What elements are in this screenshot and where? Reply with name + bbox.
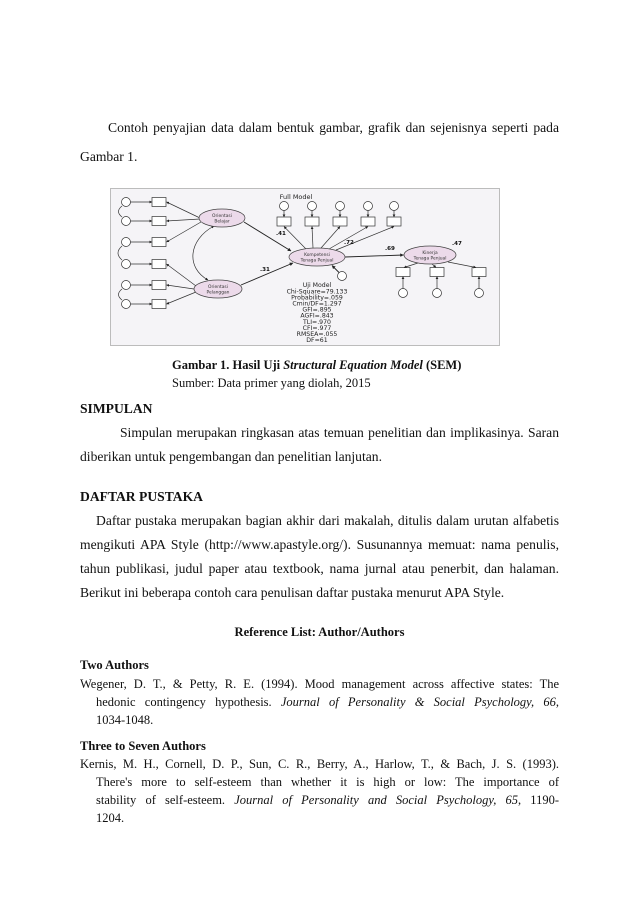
reference-subheading: Two Authors [80,658,149,672]
journal-title: Journal of Personality and Social Psychology, 65 [234,793,519,807]
error-circle [399,289,408,298]
fit-stat: DF=61 [306,337,328,345]
indicator-box [387,217,401,226]
intro-line-2: Gambar 1. [80,149,138,164]
figure-source: Sumber: Data primer yang diolah, 2015 [172,376,371,390]
indicator-box [305,217,319,226]
disturbance-circle [338,272,347,281]
error-circle [475,289,484,298]
indicator-box [396,268,410,277]
indicator-box [152,238,166,247]
error-circle [280,202,289,211]
fit-stat: RMSEA=.055 [296,331,338,338]
latent-label: Tenaga Penjual [413,256,447,262]
error-circle [364,202,373,211]
latent-label: Tenaga Penjual [300,258,334,264]
path-coefficient: .31 [260,267,270,273]
fit-stat: Chi-Square=79.133 [286,288,348,296]
simpulan-line-2: diberikan untuk pengembangan dan penelitian lanjutan. [80,449,382,464]
indicator-box [152,198,166,207]
error-circle [336,202,345,211]
daftar-pustaka-line-3: tahun publikasi, judul paper atau textbook, nama jurnal atau penerbit, dan halaman. [80,561,559,576]
reference-line: 1204. [96,811,125,825]
indicator-box [152,281,166,290]
indicator-box [472,268,486,277]
fit-stat: Cmin/DF=1.297 [292,300,342,308]
reference-text: , [555,695,559,709]
error-circle [433,289,442,298]
fit-stat: AGFI=.843 [300,312,334,320]
reference-line: 1034-1048. [96,713,154,727]
indicator-box [361,217,375,226]
latent-label: Kinerja [422,251,438,256]
latent-label: Pelanggan [206,290,230,296]
reference-line: Kernis, M. H., Cornell, D. P., Sun, C. R., Berry, A., Harlow, T., & Bach, J. S. (1993). [80,757,559,771]
indicator-box [152,300,166,309]
sem-diagram [110,188,500,346]
indicator-box [152,260,166,269]
error-circle [122,260,131,269]
indicator-box [430,268,444,277]
fit-stat: CFI=.977 [302,324,332,332]
latent-label: Orientasi [208,285,228,290]
reference-text: hedonic contingency hypothesis. [96,695,281,709]
path-coefficient: .69 [385,246,395,252]
indicator-box [333,217,347,226]
indicator-box [152,217,166,226]
section-heading-daftar-pustaka: DAFTAR PUSTAKA [80,489,203,504]
reference-line: There's more to self-esteem than whether it is high or low: The importance of [96,775,559,789]
sem-figure [110,188,500,346]
figure-title: Full Model [279,193,313,201]
error-circle [390,202,399,211]
intro-line-1: Contoh penyajian data dalam bentuk gambar, grafik dan sejenisnya seperti pada [108,120,559,135]
reference-text: stability of self-esteem. [96,793,235,807]
reference-text: , 1190- [518,793,560,807]
caption-suffix: (SEM) [422,358,462,372]
latent-label: Orientasi [212,214,232,219]
fit-stat: TLI=.970 [302,318,332,326]
section-heading-simpulan: SIMPULAN [80,401,153,416]
path-coefficient: .41 [276,231,286,237]
reference-list-title: Reference List: Author/Authors [234,625,405,639]
fit-stat: Probability=.059 [291,294,343,302]
reference-line [96,792,559,808]
fit-title: Uji Model [302,282,332,289]
latent-label: Belajar [214,219,230,225]
figure-caption [172,357,461,373]
error-circle [122,217,131,226]
latent-label: Kompetensi [304,253,330,258]
reference-line: Wegener, D. T., & Petty, R. E. (1994). Mood management across affective states: The [80,677,559,691]
reference-line [96,694,559,710]
r-squared-value: .72 [344,240,354,246]
error-circle [122,300,131,309]
r-squared-value: .47 [452,241,462,247]
caption-label: Gambar 1. Hasil Uji [172,358,284,372]
journal-title: Journal of Personality & Social Psychology, 66 [280,695,556,709]
daftar-pustaka-line-1: Daftar pustaka merupakan bagian akhir dari makalah, ditulis dalam urutan alfabetis [96,513,559,528]
fit-stat: GFI=.895 [302,306,332,314]
caption-italic: Structural Equation Model [283,358,423,372]
daftar-pustaka-line-2: mengikuti APA Style (http://www.apastyle.org/). Susunannya memuat: nama penulis, [80,537,559,552]
indicator-box [277,217,291,226]
error-circle [308,202,317,211]
reference-subheading: Three to Seven Authors [80,739,206,753]
error-circle [122,198,131,207]
error-circle [122,281,131,290]
error-circle [122,238,131,247]
daftar-pustaka-line-4: Berikut ini beberapa contoh cara penulisan daftar pustaka menurut APA Style. [80,585,505,600]
simpulan-line-1: Simpulan merupakan ringkasan atas temuan penelitian dan implikasinya. Saran [120,425,559,440]
